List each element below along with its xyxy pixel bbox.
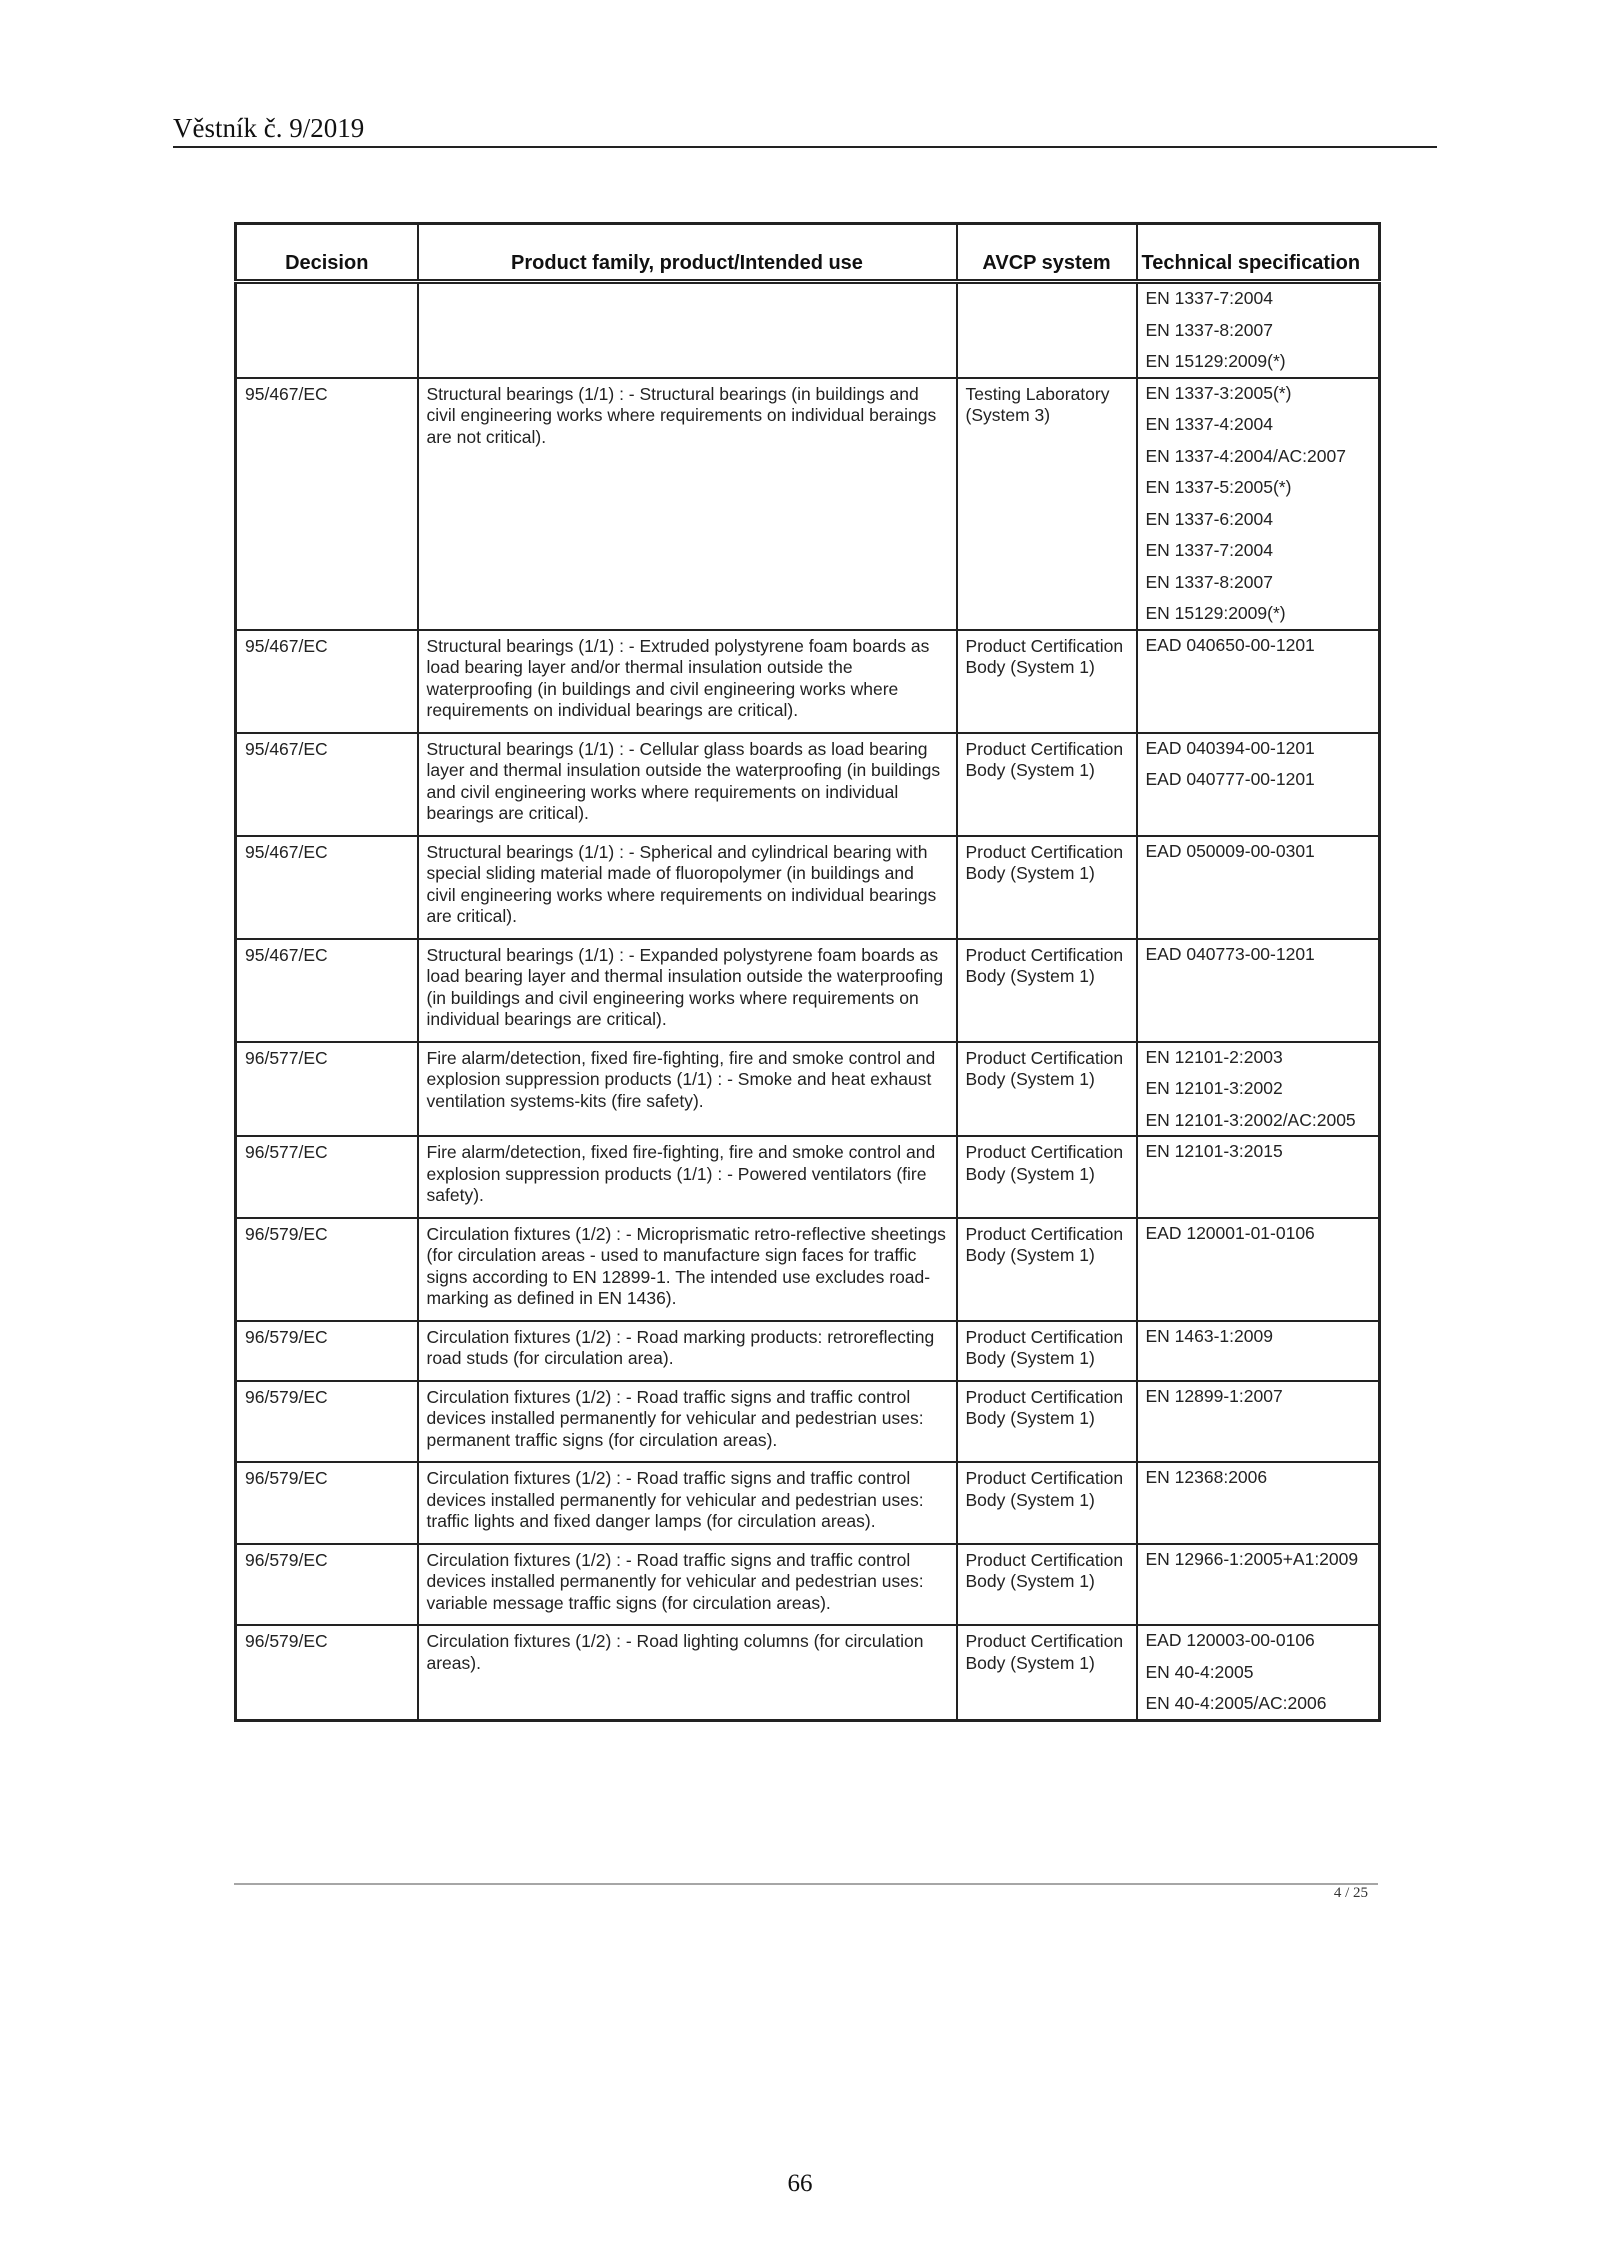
specification-item: EN 12368:2006: [1145, 1467, 1268, 1487]
table-row: [236, 939, 1380, 1042]
product-cell: [418, 282, 957, 378]
running-header: [173, 112, 1437, 148]
product-cell: Fire alarm/detection, fixed fire-fighting, fire and smoke control and explosion suppression products (1/1) : - Powered ventilators (fire safety).: [418, 1136, 957, 1218]
avcp-cell: Product Certification Body (System 1): [957, 1381, 1137, 1463]
avcp-cell: Product Certification Body (System 1): [957, 1544, 1137, 1626]
table-row: [236, 1625, 1380, 1720]
certification-table: [234, 222, 1381, 1722]
table-row: [236, 1136, 1380, 1218]
table-row: [236, 1218, 1380, 1321]
specification-item: EN 15129:2009(*): [1145, 351, 1286, 371]
product-cell: Circulation fixtures (1/2) : - Road traffic signs and traffic control devices installed permanently for vehicular and pedestrian uses: traffic lights and fixed danger lamps (for circulation areas).: [418, 1462, 957, 1544]
avcp-cell: Product Certification Body (System 1): [957, 1321, 1137, 1381]
table-row: [236, 1042, 1380, 1137]
specification-item: EN 12899-1:2007: [1145, 1385, 1283, 1406]
decision-cell: 96/579/EC: [236, 1321, 418, 1381]
product-cell: Structural bearings (1/1) : - Cellular glass boards as load bearing layer and thermal insulation outside the waterproofing (in buildings and civil engineering works where requirements on individual bearings are critical).: [418, 733, 957, 836]
technical-specification-cell: [1137, 378, 1380, 630]
specification-item: EAD 040650-00-1201: [1145, 634, 1315, 655]
decision-cell: 96/579/EC: [236, 1625, 418, 1720]
avcp-cell: Product Certification Body (System 1): [957, 1136, 1137, 1218]
decision-cell: 95/467/EC: [236, 939, 418, 1042]
specification-item: EN 12966-1:2005+A1:2009: [1145, 1548, 1359, 1569]
specification-item: EN 15129:2009(*): [1145, 603, 1286, 623]
technical-specification-cell: [1137, 733, 1380, 836]
specification-item: EN 12101-3:2015: [1145, 1141, 1283, 1161]
decision-cell: 95/467/EC: [236, 836, 418, 939]
specification-item: EN 1337-6:2004: [1145, 508, 1273, 529]
technical-specification-cell: [1137, 1544, 1380, 1626]
decision-cell: 96/579/EC: [236, 1544, 418, 1626]
product-cell: Structural bearings (1/1) : - Expanded polystyrene foam boards as load bearing layer and thermal insulation outside the waterproofing (in buildings and civil engineering works where requirements on individual bearings are critical).: [418, 939, 957, 1042]
decision-cell: 96/579/EC: [236, 1381, 418, 1463]
specification-item: EN 40-4:2005: [1145, 1661, 1254, 1682]
technical-specification-cell: [1137, 1042, 1380, 1137]
technical-specification-cell: [1137, 1462, 1380, 1544]
product-cell: Structural bearings (1/1) : - Structural bearings (in buildings and civil engineering works where requirements on individual beraings are not critical).: [418, 378, 957, 630]
table-row: [236, 836, 1380, 939]
specification-item: EN 1337-7:2004: [1145, 288, 1273, 308]
specification-item: EAD 120001-01-0106: [1145, 1222, 1315, 1243]
product-cell: Structural bearings (1/1) : - Spherical and cylindrical bearing with special sliding material made of fluoropolymer (in buildings and civil engineering works where requirements on individual bearings are critical).: [418, 836, 957, 939]
avcp-cell: Product Certification Body (System 1): [957, 1042, 1137, 1137]
avcp-cell: Product Certification Body (System 1): [957, 1462, 1137, 1544]
specification-item: EN 1337-4:2004: [1145, 414, 1273, 434]
specification-item: EN 1337-8:2007: [1145, 319, 1273, 340]
technical-specification-cell: [1137, 939, 1380, 1042]
avcp-cell: [957, 282, 1137, 378]
specification-item: EAD 050009-00-0301: [1145, 840, 1315, 861]
avcp-cell: Testing Laboratory (System 3): [957, 378, 1137, 630]
specification-item: EN 1337-5:2005(*): [1145, 477, 1292, 497]
decision-cell: 96/577/EC: [236, 1136, 418, 1218]
technical-specification-cell: [1137, 836, 1380, 939]
product-cell: Circulation fixtures (1/2) : - Road marking products: retroreflecting road studs (for circulation area).: [418, 1321, 957, 1381]
technical-specification-cell: [1137, 1625, 1380, 1720]
product-cell: Circulation fixtures (1/2) : - Road traffic signs and traffic control devices installed permanently for vehicular and pedestrian uses: variable message traffic signs (for circulation areas).: [418, 1544, 957, 1626]
avcp-cell: Product Certification Body (System 1): [957, 1218, 1137, 1321]
avcp-cell: Product Certification Body (System 1): [957, 1625, 1137, 1720]
avcp-cell: Product Certification Body (System 1): [957, 733, 1137, 836]
technical-specification-cell: [1137, 1381, 1380, 1463]
specification-item: EAD 040394-00-1201: [1145, 737, 1315, 758]
product-cell: Circulation fixtures (1/2) : - Microprismatic retro-reflective sheetings (for circulation areas - used to manufacture sign faces for traffic signs according to EN 12899-1. The intended use excludes road-marking as defined in EN 1436).: [418, 1218, 957, 1321]
certification-table-container: [234, 222, 1378, 1722]
table-body: [236, 282, 1380, 1721]
journal-title: Věstník č. 9/2019: [173, 113, 365, 143]
specification-item: EN 40-4:2005/AC:2006: [1145, 1693, 1327, 1713]
decision-cell: 95/467/EC: [236, 630, 418, 733]
table-row: [236, 1321, 1380, 1381]
column-header-avcp: AVCP system: [957, 224, 1137, 282]
specification-item: EN 12101-3:2002: [1145, 1078, 1283, 1098]
specification-item: EAD 040773-00-1201: [1145, 943, 1315, 964]
avcp-cell: Product Certification Body (System 1): [957, 836, 1137, 939]
decision-cell: 95/467/EC: [236, 733, 418, 836]
table-row: [236, 378, 1380, 630]
table-row: [236, 733, 1380, 836]
product-cell: Structural bearings (1/1) : - Extruded polystyrene foam boards as load bearing layer and/or thermal insulation outside the waterproofing (in buildings and civil engineering works where requirements on individual bearings are critical).: [418, 630, 957, 733]
product-cell: Circulation fixtures (1/2) : - Road lighting columns (for circulation areas).: [418, 1625, 957, 1720]
table-row: [236, 1381, 1380, 1463]
technical-specification-cell: [1137, 1321, 1380, 1381]
technical-specification-cell: [1137, 282, 1380, 378]
technical-specification-cell: [1137, 1136, 1380, 1218]
decision-cell: [236, 282, 418, 378]
column-header-decision: Decision: [236, 224, 418, 282]
product-cell: Fire alarm/detection, fixed fire-fighting, fire and smoke control and explosion suppression products (1/1) : - Smoke and heat exhaust ventilation systems-kits (fire safety).: [418, 1042, 957, 1137]
column-header-product: Product family, product/Intended use: [418, 224, 957, 282]
specification-item: EN 1463-1:2009: [1145, 1325, 1273, 1346]
specification-item: EN 12101-3:2002/AC:2005: [1145, 1109, 1356, 1130]
specification-item: EAD 120003-00-0106: [1145, 1630, 1315, 1650]
footer-divider: [234, 1883, 1378, 1885]
specification-item: EN 1337-4:2004/AC:2007: [1145, 445, 1346, 466]
column-header-technical-specification: Technical specification: [1137, 224, 1380, 282]
page-number: 66: [787, 2170, 813, 2197]
specification-item: EAD 040777-00-1201: [1145, 769, 1315, 789]
decision-cell: 96/579/EC: [236, 1462, 418, 1544]
table-row: [236, 282, 1380, 378]
decision-cell: 96/577/EC: [236, 1042, 418, 1137]
table-row: [236, 1462, 1380, 1544]
avcp-cell: Product Certification Body (System 1): [957, 939, 1137, 1042]
product-cell: Circulation fixtures (1/2) : - Road traffic signs and traffic control devices installed permanently for vehicular and pedestrian uses: permanent traffic signs (for circulation areas).: [418, 1381, 957, 1463]
decision-cell: 95/467/EC: [236, 378, 418, 630]
specification-item: EN 1337-8:2007: [1145, 571, 1273, 592]
table-row: [236, 1544, 1380, 1626]
avcp-cell: Product Certification Body (System 1): [957, 630, 1137, 733]
decision-cell: 96/579/EC: [236, 1218, 418, 1321]
table-row: [236, 630, 1380, 733]
sub-page-indicator: 4 / 25: [1333, 1885, 1368, 1901]
technical-specification-cell: [1137, 1218, 1380, 1321]
specification-item: EN 1337-7:2004: [1145, 540, 1273, 560]
table-header-row: [236, 224, 1380, 282]
specification-item: EN 1337-3:2005(*): [1145, 382, 1292, 403]
specification-item: EN 12101-2:2003: [1145, 1046, 1283, 1067]
technical-specification-cell: [1137, 630, 1380, 733]
